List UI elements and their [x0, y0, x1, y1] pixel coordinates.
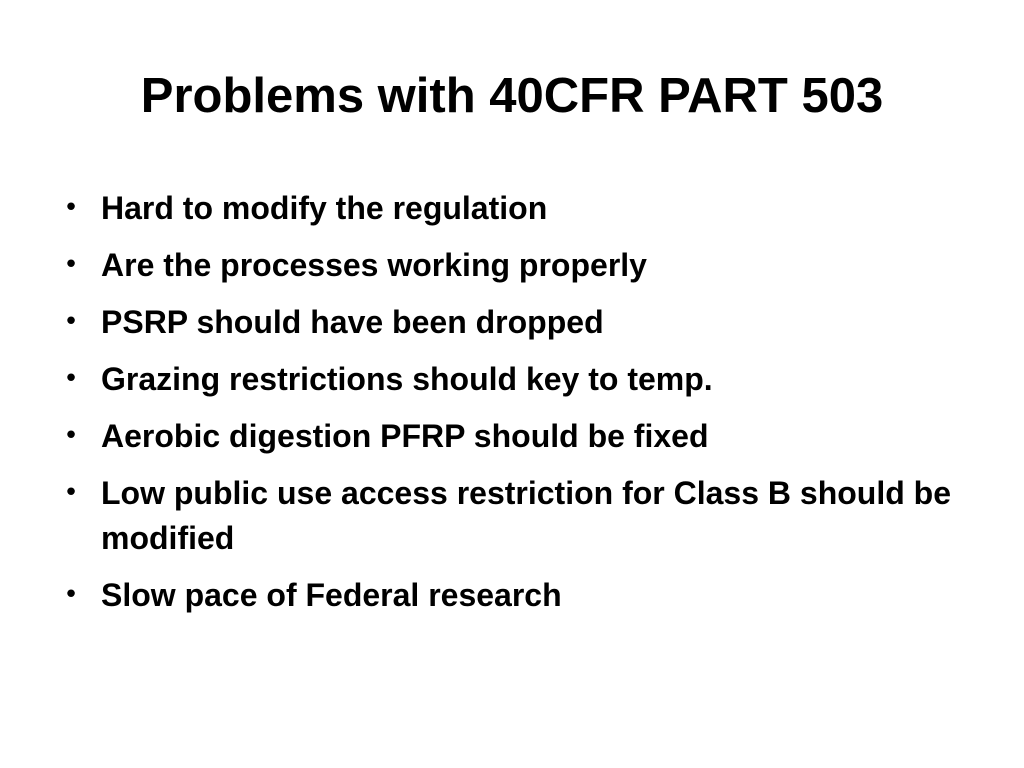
bullet-marker: •	[63, 478, 79, 508]
bullet-item	[56, 186, 976, 231]
bullet-marker: •	[63, 250, 79, 280]
bullet-list	[56, 186, 976, 630]
bullet-marker: •	[63, 307, 79, 337]
bullet-item	[56, 357, 976, 402]
bullet-marker: •	[63, 364, 79, 394]
bullet-text: Low public use access restriction for Class B should be modified	[101, 475, 951, 556]
bullet-marker: •	[63, 421, 79, 451]
slide-title: Problems with 40CFR PART 503	[140, 69, 884, 123]
bullet-text: Are the processes working properly	[101, 247, 647, 283]
bullet-item	[56, 243, 976, 288]
bullet-text: Slow pace of Federal research	[101, 577, 562, 613]
bullet-marker: •	[63, 580, 79, 610]
bullet-text: PSRP should have been dropped	[101, 304, 604, 340]
bullet-text: Hard to modify the regulation	[101, 190, 548, 226]
bullet-text: Aerobic digestion PFRP should be fixed	[101, 418, 709, 454]
bullet-marker: •	[63, 193, 79, 223]
bullet-item	[56, 300, 976, 345]
bullet-item	[56, 471, 976, 561]
bullet-item	[56, 414, 976, 459]
bullet-text: Grazing restrictions should key to temp.	[101, 361, 713, 397]
bullet-item	[56, 573, 976, 618]
